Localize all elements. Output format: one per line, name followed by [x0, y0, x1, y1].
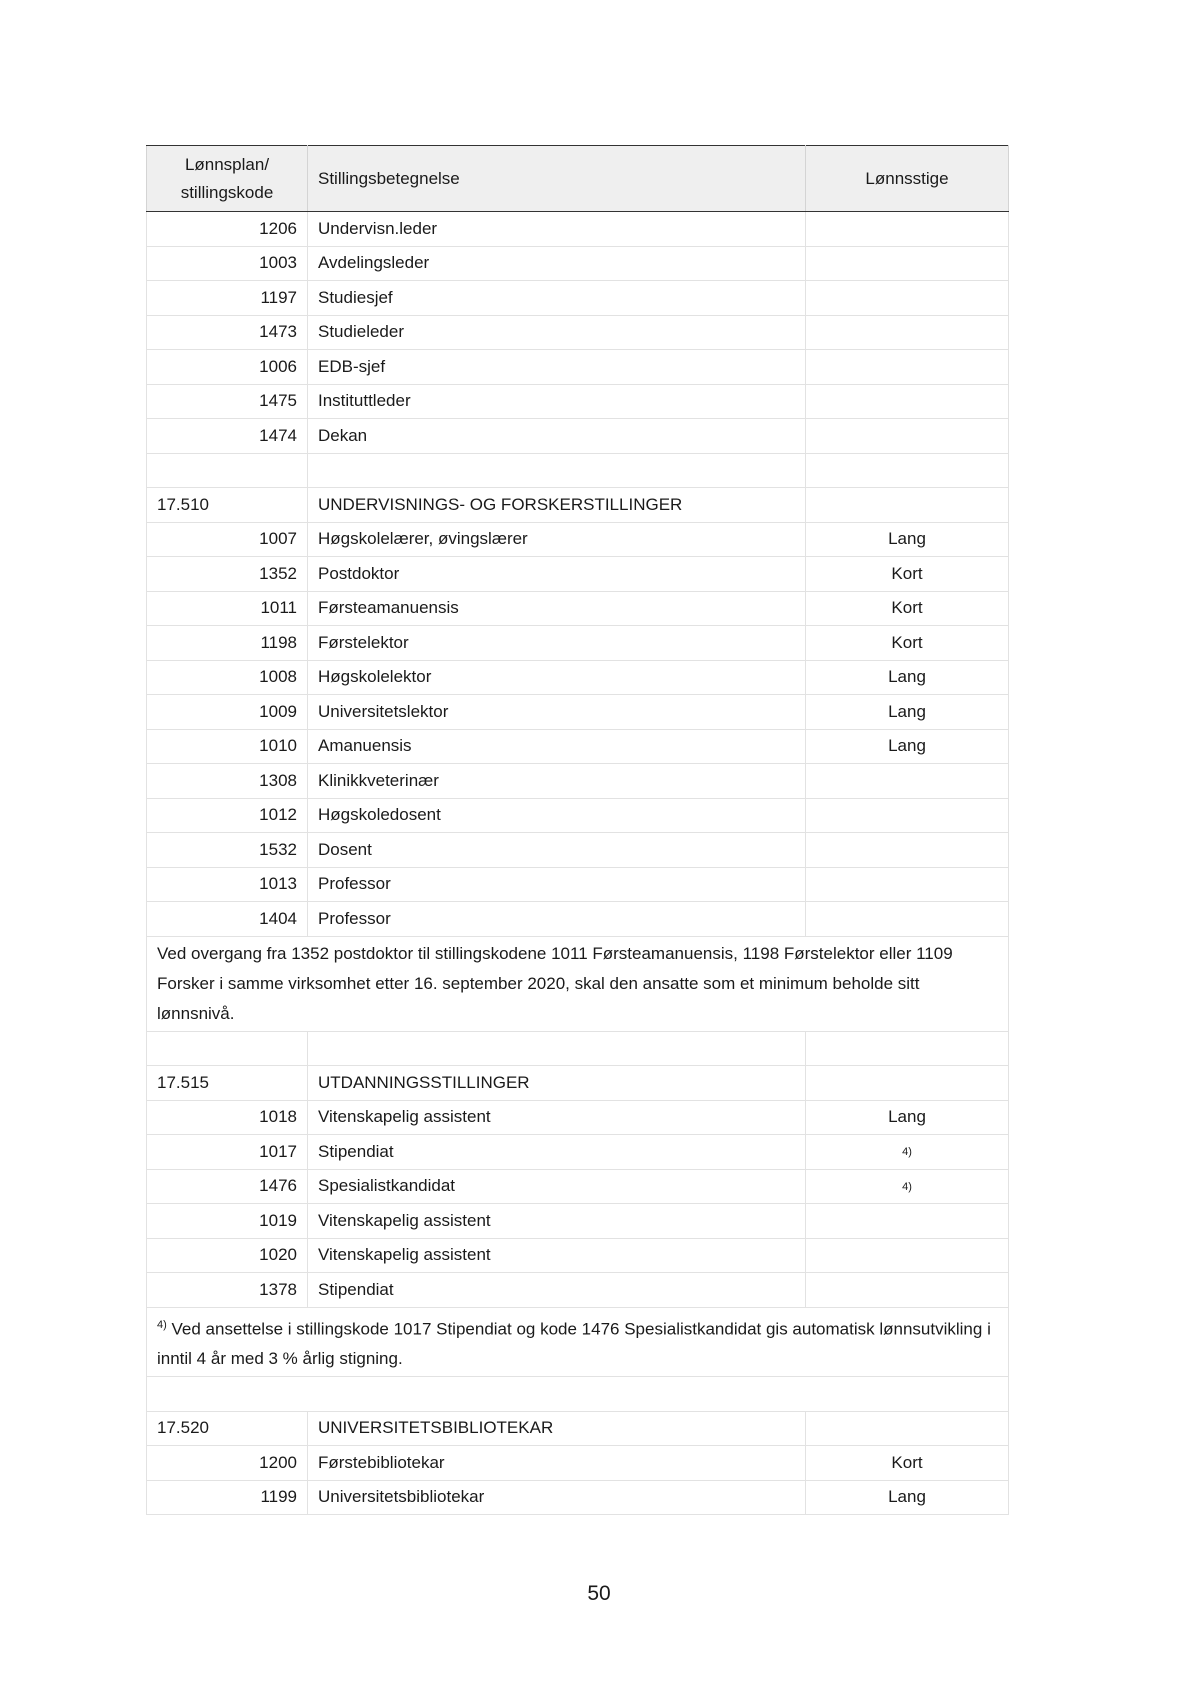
- table-row: [147, 1273, 1009, 1308]
- salary-ladder: [806, 281, 1009, 316]
- salary-ladder: Lang: [806, 522, 1009, 557]
- section-heading-row: [147, 1066, 1009, 1101]
- salary-ladder: Kort: [806, 557, 1009, 592]
- salary-ladder: Kort: [806, 1446, 1009, 1481]
- note-row: [147, 936, 1009, 1031]
- table-row: [147, 1204, 1009, 1239]
- table-row: [147, 246, 1009, 281]
- position-title: Instituttleder: [308, 384, 806, 419]
- position-code: 1012: [147, 798, 308, 833]
- salary-ladder: Lang: [806, 695, 1009, 730]
- position-code: 1017: [147, 1135, 308, 1170]
- position-title: Studiesjef: [308, 281, 806, 316]
- position-title: Dosent: [308, 833, 806, 868]
- section-heading: UNIVERSITETSBIBLIOTEKAR: [308, 1411, 806, 1446]
- position-title: Spesialistkandidat: [308, 1169, 806, 1204]
- salary-ladder: [806, 384, 1009, 419]
- table-row: [147, 281, 1009, 316]
- position-code: 1200: [147, 1446, 308, 1481]
- salary-ladder: Lang: [806, 660, 1009, 695]
- position-title: Høgskolelærer, øvingslærer: [308, 522, 806, 557]
- position-code: 1308: [147, 764, 308, 799]
- salary-ladder: [806, 1135, 1009, 1170]
- spacer-row: [147, 1377, 1009, 1412]
- position-code: 1197: [147, 281, 308, 316]
- header-code: Lønnsplan/ stillingskode: [147, 146, 308, 212]
- salary-ladder: [806, 902, 1009, 937]
- position-title: Undervisn.leder: [308, 212, 806, 247]
- table-row: [147, 350, 1009, 385]
- position-code: 1018: [147, 1100, 308, 1135]
- table-row: [147, 626, 1009, 661]
- salary-ladder: [806, 867, 1009, 902]
- position-title: Stipendiat: [308, 1273, 806, 1308]
- footnote-marker: 4): [157, 1318, 167, 1331]
- position-code: 1007: [147, 522, 308, 557]
- position-code: 1475: [147, 384, 308, 419]
- position-title: Vitenskapelig assistent: [308, 1100, 806, 1135]
- salary-ladder: [806, 1204, 1009, 1239]
- table-row: [147, 1169, 1009, 1204]
- position-code: 1199: [147, 1480, 308, 1515]
- position-code: 1473: [147, 315, 308, 350]
- position-title: Førstebibliotekar: [308, 1446, 806, 1481]
- salary-ladder: Kort: [806, 626, 1009, 661]
- empty-cell: [308, 1031, 806, 1066]
- note-row: [147, 1307, 1009, 1377]
- table-row: [147, 315, 1009, 350]
- salary-code-table: [146, 145, 1009, 1515]
- position-title: Avdelingsleder: [308, 246, 806, 281]
- empty-cell: [806, 1411, 1009, 1446]
- empty-cell: [806, 1066, 1009, 1101]
- empty-cell: [308, 453, 806, 488]
- spacer-row: [147, 453, 1009, 488]
- position-code: 1474: [147, 419, 308, 454]
- table-row: [147, 1238, 1009, 1273]
- salary-ladder: Lang: [806, 1480, 1009, 1515]
- position-code: 1010: [147, 729, 308, 764]
- empty-cell: [147, 1031, 308, 1066]
- salary-ladder: [806, 315, 1009, 350]
- empty-cell: [806, 453, 1009, 488]
- table-row: [147, 419, 1009, 454]
- note-text: Ved overgang fra 1352 postdoktor til stillingskodene 1011 Førsteamanuensis, 1198 Førstelektor eller 1109 Forsker i samme virksomhet etter 16. september 2020, skal den ansatte som et minimum beholde sitt lønnsnivå.: [157, 943, 953, 1023]
- table-header-row: [147, 146, 1009, 212]
- table-row: [147, 557, 1009, 592]
- salary-ladder: Lang: [806, 1100, 1009, 1135]
- position-code: 1013: [147, 867, 308, 902]
- section-heading: UTDANNINGSSTILLINGER: [308, 1066, 806, 1101]
- table-row: [147, 798, 1009, 833]
- position-code: 1009: [147, 695, 308, 730]
- salary-plan-code: 17.515: [147, 1066, 308, 1101]
- position-title: Høgskolelektor: [308, 660, 806, 695]
- section-heading: UNDERVISNINGS- OG FORSKERSTILLINGER: [308, 488, 806, 523]
- position-code: 1378: [147, 1273, 308, 1308]
- page-number: 50: [587, 1582, 611, 1605]
- section-heading-row: [147, 488, 1009, 523]
- table-row: [147, 729, 1009, 764]
- empty-cell: [147, 453, 308, 488]
- position-title: Vitenskapelig assistent: [308, 1238, 806, 1273]
- position-title: Universitetsbibliotekar: [308, 1480, 806, 1515]
- position-title: Amanuensis: [308, 729, 806, 764]
- salary-ladder: [806, 798, 1009, 833]
- position-code: 1206: [147, 212, 308, 247]
- table-row: [147, 764, 1009, 799]
- salary-plan-code: 17.510: [147, 488, 308, 523]
- salary-plan-code: 17.520: [147, 1411, 308, 1446]
- section-note: [147, 1307, 1009, 1377]
- section-note: [147, 936, 1009, 1031]
- position-code: 1019: [147, 1204, 308, 1239]
- note-text: Ved ansettelse i stillingskode 1017 Stipendiat og kode 1476 Spesialistkandidat gis automatisk lønnsutvikling i inntil 4 år med 3 % årlig stigning.: [157, 1319, 991, 1369]
- table-row: [147, 384, 1009, 419]
- table-row: [147, 1446, 1009, 1481]
- spacer-row: [147, 1031, 1009, 1066]
- header-title: Stillingsbetegnelse: [308, 146, 806, 212]
- salary-ladder: Lang: [806, 729, 1009, 764]
- salary-ladder: [806, 246, 1009, 281]
- position-code: 1404: [147, 902, 308, 937]
- position-title: Studieleder: [308, 315, 806, 350]
- table-row: [147, 591, 1009, 626]
- position-title: Høgskoledosent: [308, 798, 806, 833]
- empty-cell: [806, 1031, 1009, 1066]
- salary-ladder: Kort: [806, 591, 1009, 626]
- table-row: [147, 695, 1009, 730]
- position-title: Dekan: [308, 419, 806, 454]
- table-row: [147, 660, 1009, 695]
- header-ladder: Lønnsstige: [806, 146, 1009, 212]
- salary-ladder: [806, 764, 1009, 799]
- footnote-marker: 4): [902, 1146, 912, 1158]
- position-code: 1011: [147, 591, 308, 626]
- footnote-marker: 4): [902, 1180, 912, 1193]
- position-code: 1008: [147, 660, 308, 695]
- salary-ladder: [806, 350, 1009, 385]
- position-code: 1532: [147, 833, 308, 868]
- salary-ladder: [806, 212, 1009, 247]
- table-row: [147, 1135, 1009, 1170]
- table-row: [147, 833, 1009, 868]
- position-title: Førsteamanuensis: [308, 591, 806, 626]
- salary-ladder: [806, 1169, 1009, 1204]
- position-code: 1020: [147, 1238, 308, 1273]
- position-code: 1198: [147, 626, 308, 661]
- table-row: [147, 212, 1009, 247]
- salary-ladder: [806, 833, 1009, 868]
- salary-ladder: [806, 1238, 1009, 1273]
- position-title: Stipendiat: [308, 1135, 806, 1170]
- position-title: Professor: [308, 867, 806, 902]
- position-code: 1476: [147, 1169, 308, 1204]
- table-row: [147, 1480, 1009, 1515]
- position-code: 1006: [147, 350, 308, 385]
- empty-cell: [147, 1377, 1009, 1412]
- position-title: Universitetslektor: [308, 695, 806, 730]
- position-title: Vitenskapelig assistent: [308, 1204, 806, 1239]
- table-row: [147, 522, 1009, 557]
- position-code: 1003: [147, 246, 308, 281]
- salary-ladder: [806, 1273, 1009, 1308]
- salary-ladder: [806, 419, 1009, 454]
- table-row: [147, 902, 1009, 937]
- position-title: Professor: [308, 902, 806, 937]
- empty-cell: [806, 488, 1009, 523]
- table-row: [147, 1100, 1009, 1135]
- table-body: [147, 212, 1009, 1515]
- position-code: 1352: [147, 557, 308, 592]
- table-row: [147, 867, 1009, 902]
- position-title: Førstelektor: [308, 626, 806, 661]
- position-title: EDB-sjef: [308, 350, 806, 385]
- position-title: Postdoktor: [308, 557, 806, 592]
- position-title: Klinikkveterinær: [308, 764, 806, 799]
- section-heading-row: [147, 1411, 1009, 1446]
